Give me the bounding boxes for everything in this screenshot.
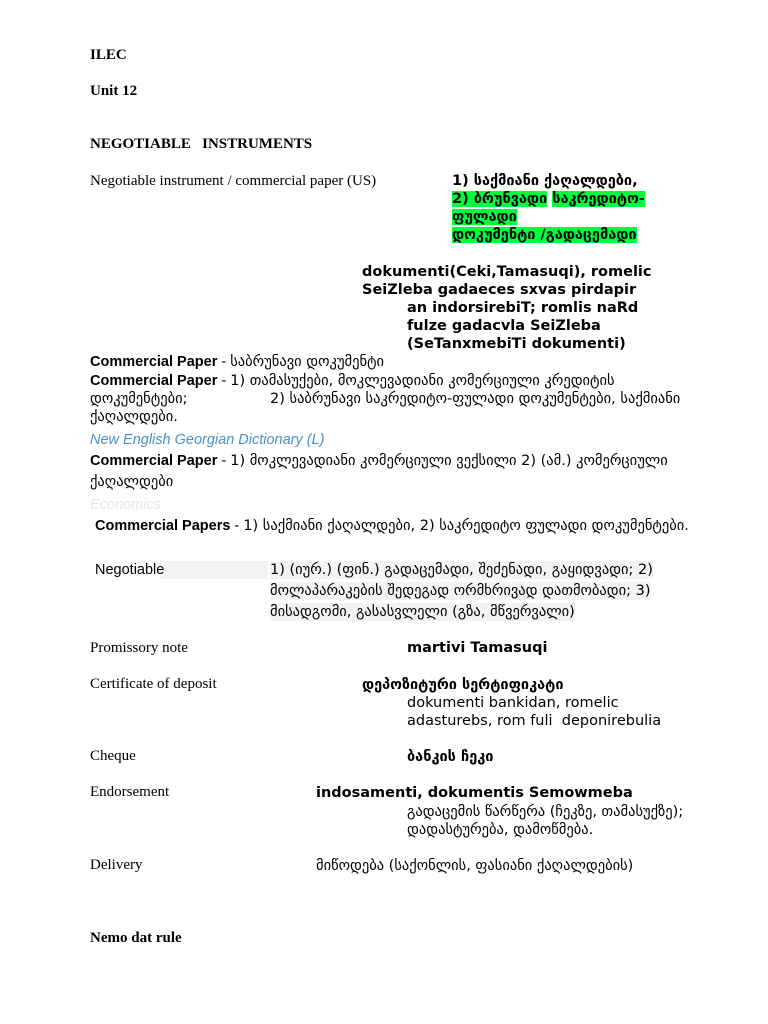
commercial-paper-def-line-2a: დოკუმენტები;: [90, 391, 188, 407]
commercial-paper-def-line-2: ქაღალდები: [90, 474, 174, 490]
promissory-note-def: martivi Tamasuqi: [407, 640, 548, 656]
term-promissory-note: Promissory note: [90, 640, 188, 656]
term-certificate-of-deposit: Certificate of deposit: [90, 676, 217, 692]
desc-line-3: an indorsirebiT; romlis naRd: [407, 300, 639, 316]
commercial-papers-entry: Commercial Papers - 1) საქმიანი ქაღალდები, 2) საკრედიტო ფულადი დოკუმენტები.: [95, 518, 689, 534]
commercial-paper-def-line-1: 1) მოკლევადიანი კომერციული ვექსილი 2) (ამ.) კომერციული: [230, 453, 668, 469]
term-endorsement: Endorsement: [90, 784, 170, 800]
commercial-paper-def-line-3: ქაღალდები.: [90, 409, 178, 425]
commercial-paper-def-line-1: 1) თამასუქები, მოკლევადიანი კომერციული კრედიტის: [230, 373, 615, 389]
term-shading: [160, 561, 268, 579]
source-dictionary: New English Georgian Dictionary (L): [90, 432, 325, 448]
gloss-line-2: [452, 190, 645, 208]
commercial-papers-term: Commercial Papers: [95, 518, 231, 534]
commercial-paper-term: Commercial Paper: [90, 373, 218, 389]
term-negotiable: Negotiable: [95, 562, 165, 578]
certificate-def-title: დეპოზიტური სერტიფიკატი: [362, 677, 564, 693]
gloss-line-3: ფულადი: [452, 209, 517, 225]
desc-line-5: (SeTanxmebiTi dokumenti): [407, 336, 626, 352]
gloss-highlight-2: საკრედიტო-: [552, 191, 645, 207]
gloss-line-4: დოკუმენტი /გადაცემადი: [452, 227, 637, 243]
desc-line-1: dokumenti(Ceki,Tamasuqi), romelic: [362, 264, 652, 280]
commercial-paper-entry-1: Commercial Paper - საბრუნავი დოკუმენტი: [90, 354, 385, 370]
commercial-paper-term: Commercial Paper: [90, 354, 218, 370]
gloss-negotiable-instrument: [452, 172, 645, 244]
gloss-line-2-prefix: 2): [452, 191, 474, 207]
negotiable-def-line-3: მისადგომი, გასასვლელი (გზა, მწვერვალი): [270, 604, 575, 620]
gloss-line-1: 1) საქმიანი ქაღალდები,: [452, 173, 638, 189]
term-cheque: Cheque: [90, 748, 136, 764]
commercial-paper-entry-2: Commercial Paper - 1) თამასუქები, მოკლევადიანი კომერციული კრედიტის: [90, 373, 615, 389]
commercial-paper-def-line-2b: 2) საბრუნავი საკრედიტო-ფულადი დოკუმენტები, საქმიანი: [270, 391, 681, 407]
endorsement-def-line-1: გადაცემის წარწერა (ჩეკზე, თამასუქზე);: [407, 804, 684, 820]
negotiable-def-line-1: 1) (იურ.) (ფინ.) გადაცემადი, შეძენადი, გაყიდვადი; 2): [270, 562, 653, 578]
section-heading: NEGOTIABLE INSTRUMENTS: [90, 136, 313, 152]
doc-title: ILEC: [90, 47, 127, 63]
commercial-paper-term: Commercial Paper: [90, 453, 218, 469]
endorsement-def-title: indosamenti, dokumentis Semowmeba: [316, 785, 633, 801]
term-delivery: Delivery: [90, 857, 143, 873]
term-negotiable-instrument: Negotiable instrument / commercial paper (US): [90, 173, 377, 189]
certificate-def-line-2: adasturebs, rom fuli deponirebulia: [407, 713, 662, 729]
commercial-paper-entry-3: Commercial Paper - 1) მოკლევადიანი კომერციული ვექსილი 2) (ამ.) კომერციული: [90, 453, 668, 469]
source-economics: Economics: [90, 497, 161, 513]
term-nemo-dat-rule: Nemo dat rule: [90, 930, 182, 946]
certificate-def-line-1: dokumenti bankidan, romelic: [407, 695, 619, 711]
delivery-def: მიწოდება (საქონლის, ფასიანი ქაღალდების): [316, 858, 634, 874]
commercial-papers-def: 1) საქმიანი ქაღალდები, 2) საკრედიტო ფულადი დოკუმენტები.: [243, 518, 689, 534]
commercial-paper-def: საბრუნავი დოკუმენტი: [230, 354, 385, 370]
desc-line-4: fulze gadacvla SeiZleba: [407, 318, 601, 334]
endorsement-def-line-2: დადასტურება, დამოწმება.: [407, 822, 594, 838]
cheque-def: ბანკის ჩეკი: [407, 749, 494, 765]
gloss-highlight-1: ბრუნვადი: [473, 191, 548, 207]
desc-line-2: SeiZleba gadaeces sxvas pirdapir: [362, 282, 637, 298]
unit-label: Unit 12: [90, 83, 138, 99]
negotiable-def-line-2: მოლაპარაკების შედეგად ორმხრივად დათმობადი; 3): [270, 583, 651, 599]
